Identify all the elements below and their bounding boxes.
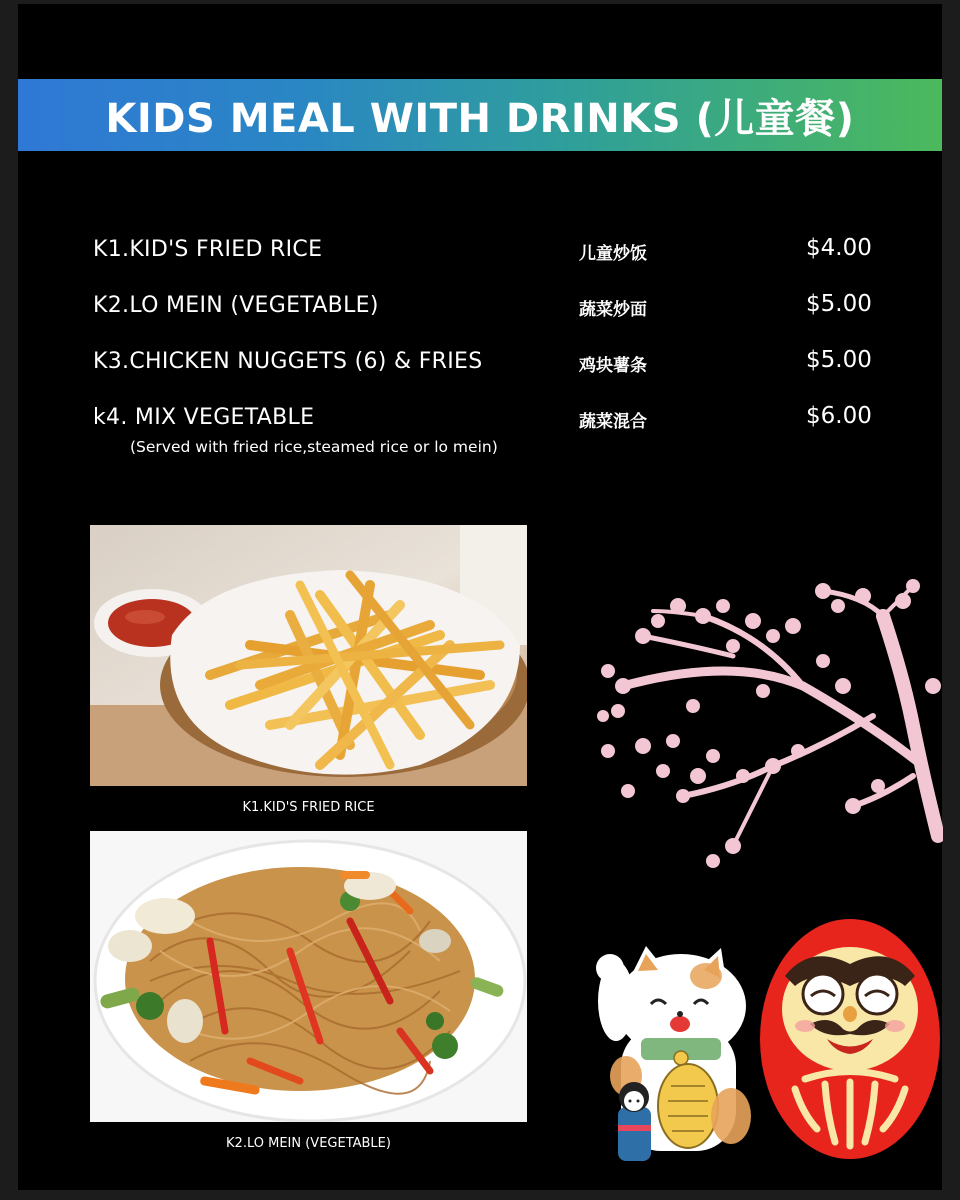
menu-item-name: K3.CHICKEN NUGGETS (6) & FRIES (93, 349, 483, 374)
menu-item-price: $5.00 (806, 291, 872, 317)
cherry-blossom-branch-icon (583, 576, 943, 876)
menu-item-name: K1.KID'S FRIED RICE (93, 237, 323, 262)
menu-item-name: K2.LO MEIN (VEGETABLE) (93, 293, 379, 318)
fries-photo-image (90, 525, 527, 786)
lo-mein-photo (90, 831, 527, 1122)
menu-item (18, 293, 942, 333)
menu-item (18, 237, 942, 277)
menu-item-name: k4. MIX VEGETABLE (93, 405, 315, 430)
page-title: KIDS MEAL WITH DRINKS (儿童餐) (105, 95, 855, 142)
menu-item-chinese: 蔬菜混合 (579, 412, 647, 432)
lo-mein-photo-image (90, 831, 527, 1122)
kokeshi-doll-icon (612, 1079, 657, 1164)
daruma-doll-icon (755, 914, 945, 1164)
menu-item-price: $5.00 (806, 347, 872, 373)
menu-item-chinese: 鸡块薯条 (579, 356, 647, 376)
menu-item-chinese: 蔬菜炒面 (579, 300, 647, 320)
menu-item-note: (Served with fried rice,steamed rice or lo mein) (130, 438, 498, 456)
photo-caption: K1.KID'S FRIED RICE (242, 800, 375, 815)
menu-item (18, 349, 942, 389)
photo-caption: K2.LO MEIN (VEGETABLE) (226, 1136, 391, 1151)
fries-photo (90, 525, 527, 786)
title-banner (18, 79, 942, 151)
menu-item-price: $4.00 (806, 235, 872, 261)
menu-item-chinese: 儿童炒饭 (579, 244, 647, 264)
menu-item-price: $6.00 (806, 403, 872, 429)
menu-page (18, 4, 942, 1190)
